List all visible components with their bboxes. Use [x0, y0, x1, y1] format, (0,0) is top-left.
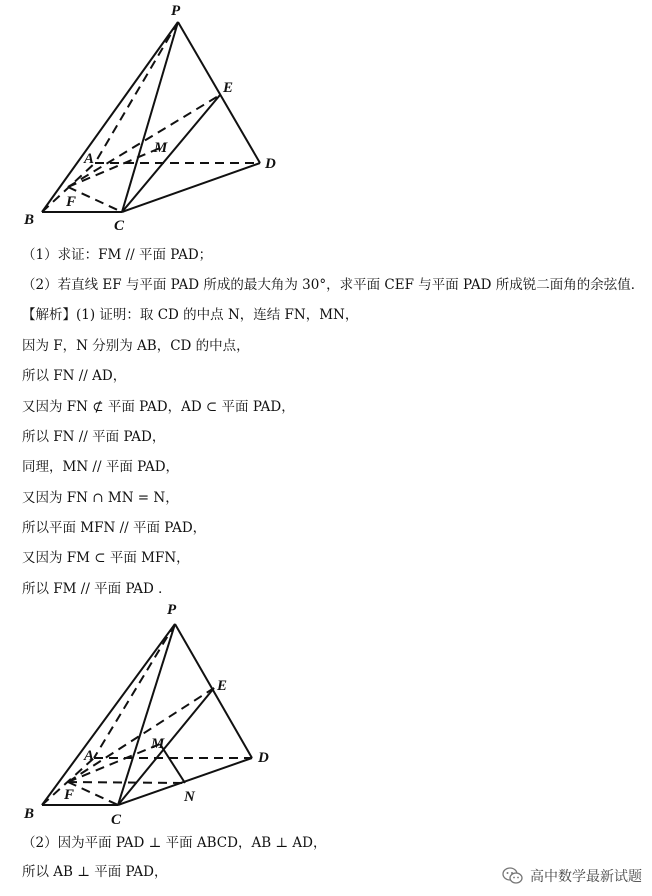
label-A: A — [84, 151, 95, 167]
edge-PD — [178, 22, 260, 163]
edge-PB — [42, 22, 178, 212]
figure-1 — [0, 0, 330, 240]
text-line: 所以 FM // 平面 PAD ． — [22, 581, 172, 597]
wechat-icon — [502, 866, 524, 886]
edge-PD — [175, 624, 252, 758]
text-line: 又因为 FM ⊂ 平面 MFN， — [22, 550, 190, 566]
edge-PB — [42, 624, 175, 805]
text-line: 【解析】(1) 证明：取 CD 的中点 N，连结 FN，MN， — [22, 307, 359, 323]
text-line: 所以平面 MFN // 平面 PAD， — [22, 520, 207, 536]
segment-FN — [68, 782, 185, 783]
label-C: C — [111, 812, 122, 828]
label-B: B — [24, 212, 35, 228]
text-line: 因为 F，N 分别为 AB，CD 的中点， — [22, 338, 250, 354]
label-N: N — [184, 789, 195, 805]
label-P: P — [167, 602, 177, 618]
watermark-text: 高中数学最新试题 — [530, 869, 642, 885]
edge-PC — [122, 22, 178, 212]
watermark — [502, 866, 642, 886]
label-M: M — [151, 736, 165, 752]
pyramid-diagram-1 — [0, 0, 330, 240]
figure-2 — [0, 598, 330, 830]
text-line: 同理，MN // 平面 PAD， — [22, 459, 180, 475]
segment-FC — [68, 187, 122, 212]
pyramid-diagram-2 — [0, 598, 330, 830]
label-E: E — [217, 678, 228, 694]
text-line: 所以 FN // 平面 PAD， — [22, 429, 166, 445]
edge-PC — [118, 624, 175, 805]
text-line: （2）因为平面 PAD ⊥ 平面 ABCD，AB ⊥ AD， — [22, 835, 327, 851]
segment-FE — [68, 95, 220, 187]
segment-FM — [68, 148, 160, 187]
text-line: 所以 AB ⊥ 平面 PAD， — [22, 864, 168, 880]
text-line: （1）求证：FM // 平面 PAD； — [22, 247, 213, 263]
text-line: 又因为 FN ∩ MN = N， — [22, 490, 179, 506]
label-F: F — [64, 787, 75, 803]
label-B: B — [24, 806, 35, 822]
text-line: （2）若直线 EF 与平面 PAD 所成的最大角为 30°，求平面 CEF 与平面 PAD 所成锐二面角的余弦值． — [22, 277, 645, 293]
label-D: D — [265, 156, 276, 172]
label-P: P — [171, 3, 181, 19]
label-D: D — [258, 750, 269, 766]
label-A: A — [84, 748, 95, 764]
text-line: 又因为 FN ⊄ 平面 PAD，AD ⊂ 平面 PAD， — [22, 399, 295, 415]
segment-FC — [68, 782, 118, 805]
label-M: M — [154, 140, 168, 156]
text-line: 所以 FN // AD， — [22, 368, 127, 384]
label-E: E — [223, 80, 234, 96]
label-F: F — [66, 194, 77, 210]
label-C: C — [114, 218, 125, 234]
